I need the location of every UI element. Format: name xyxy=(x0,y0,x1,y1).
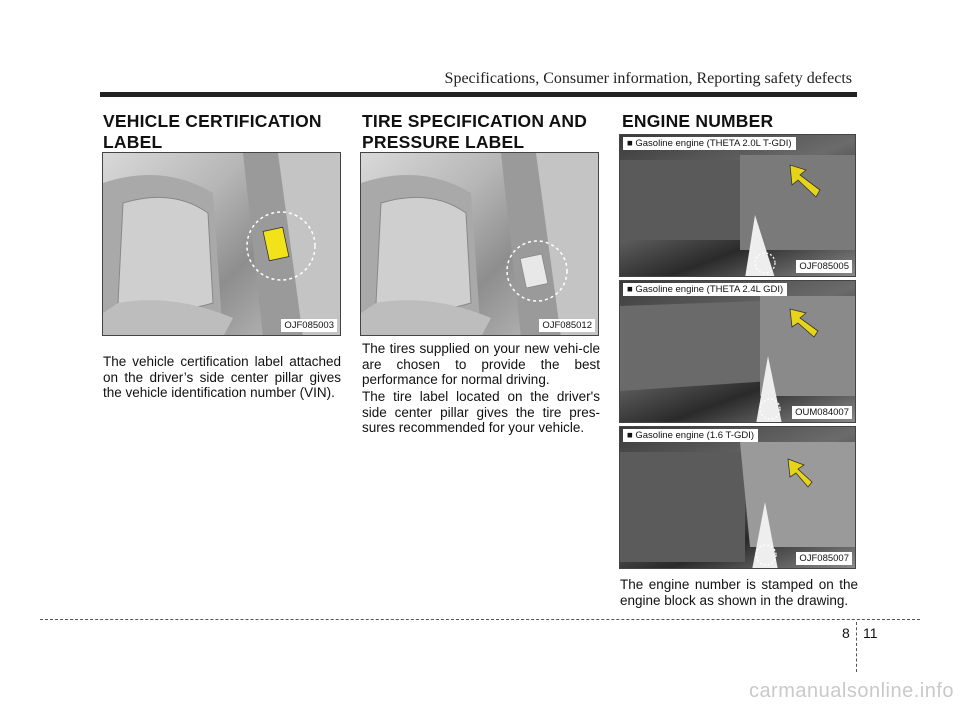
page-number: 11 xyxy=(863,625,878,641)
image-code: OJF085003 xyxy=(281,319,337,332)
engine-label: ■ Gasoline engine (THETA 2.0L T-GDI) xyxy=(623,137,796,150)
image-code: OJF085005 xyxy=(796,260,852,273)
tire-spec-photo xyxy=(360,152,599,336)
header-title: Specifications, Consumer information, Reporting safety defects xyxy=(444,70,852,87)
header-rule xyxy=(100,92,857,97)
page-separator xyxy=(856,622,857,672)
engine-label: ■ Gasoline engine (1.6 T-GDI) xyxy=(623,429,758,442)
tire-spec-title: TIRE SPECIFICATION AND PRESSURE LABEL xyxy=(362,111,588,152)
vehicle-cert-photo xyxy=(102,152,341,336)
vehicle-cert-body: The vehicle certification label attached on the driver’s side center pillar gives the vehicle identification number (VIN). xyxy=(103,354,341,400)
engine-photo-theta-24 xyxy=(619,280,856,423)
image-code: OJF085007 xyxy=(796,552,852,565)
tire-spec-body-1: The tires supplied on your new vehi-cle are chosen to provide the best performance for normal driving. xyxy=(362,341,600,387)
engine-photo-theta-20 xyxy=(619,134,856,277)
engine-number-body: The engine number is stamped on the engine block as shown in the drawing. xyxy=(620,577,858,608)
tire-spec-body-2: The tire label located on the driver's side center pillar gives the tire pres-sures recommended for your vehicle. xyxy=(362,389,600,435)
watermark: carmanualsonline.info xyxy=(748,680,954,702)
engine-number-title: ENGINE NUMBER xyxy=(622,111,774,131)
chapter-number: 8 xyxy=(842,625,850,641)
engine-photo-16-tgdi xyxy=(619,426,856,569)
footer-rule xyxy=(40,619,920,620)
engine-label: ■ Gasoline engine (THETA 2.4L GDI) xyxy=(623,283,787,296)
image-code: OUM084007 xyxy=(792,406,852,419)
image-code: OJF085012 xyxy=(539,319,595,332)
vehicle-cert-title: VEHICLE CERTIFICATION LABEL xyxy=(103,111,322,152)
